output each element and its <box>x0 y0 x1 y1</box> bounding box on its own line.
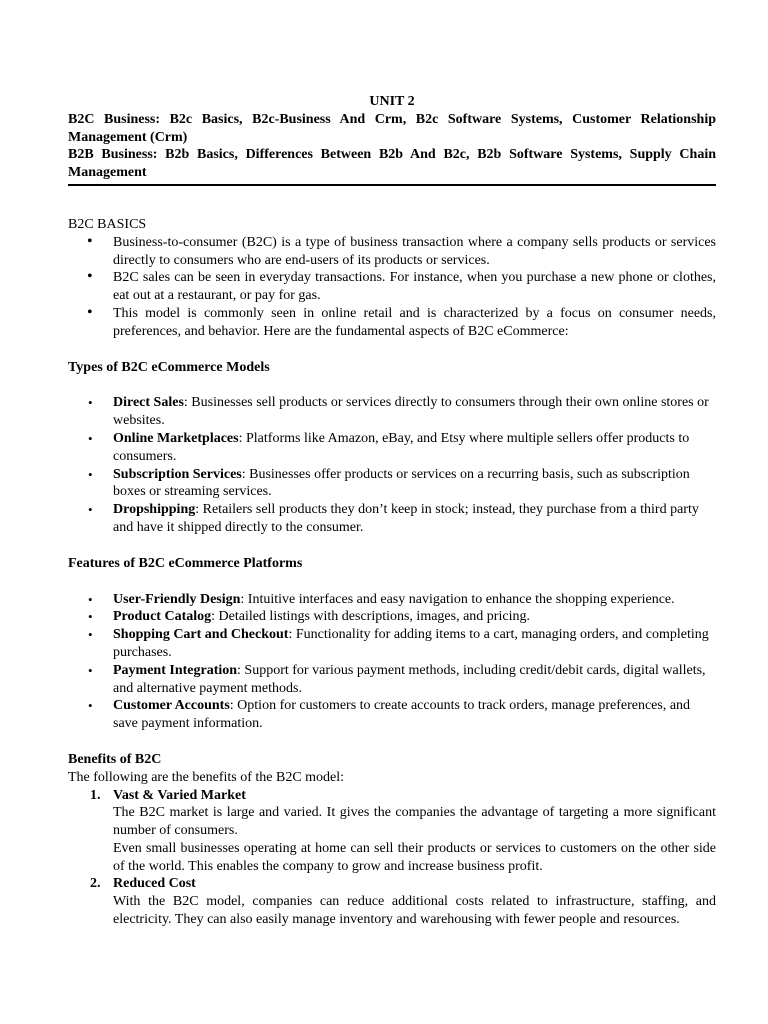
benefits-heading: Benefits of B2C <box>68 751 162 767</box>
list-item <box>68 466 716 502</box>
list-item: • B2C sales can be seen in everyday transactions. For instance, when you purchase a new phone or clothes, eat out at a restaurant, or pay for gas. <box>68 269 716 305</box>
list-item-text: : Intuitive interfaces and easy navigation to enhance the shopping experience. <box>240 591 675 607</box>
list-item-number: 2. <box>90 876 101 892</box>
benefits-intro: The following are the benefits of the B2C model: <box>68 769 345 785</box>
list-item-term: Online Marketplaces <box>113 430 239 446</box>
features-list <box>68 591 716 733</box>
list-item <box>68 875 716 928</box>
list-item-number: 1. <box>90 787 101 803</box>
list-item <box>68 697 716 733</box>
types-heading: Types of B2C eCommerce Models <box>68 359 270 375</box>
list-item <box>68 662 716 698</box>
document-page <box>68 93 716 929</box>
header-divider <box>68 184 716 186</box>
list-item-term: Direct Sales <box>113 395 184 411</box>
list-item-term: Payment Integration <box>113 662 238 678</box>
benefits-list <box>68 787 716 929</box>
features-heading: Features of B2C eCommerce Platforms <box>68 555 303 571</box>
list-item-text: : Platforms like Amazon, eBay, and Etsy where multiple sellers offer products to consumers. <box>113 430 690 464</box>
types-list <box>68 394 716 536</box>
b2b-topics-heading: B2B Business: B2b Basics, Differences Between B2b And B2c, B2b Software Systems, Supply Chain Management <box>68 147 716 181</box>
list-item <box>68 501 716 537</box>
unit-title: UNIT 2 <box>369 94 415 109</box>
list-item-term: Customer Accounts <box>113 698 230 714</box>
list-item-text: : Option for customers to create accounts to track orders, manage preferences, and save payment information. <box>113 698 691 732</box>
list-item <box>68 608 716 626</box>
list-item-term: Subscription Services <box>113 466 242 482</box>
benefit-paragraph: The B2C market is large and varied. It gives the companies the advantage of targeting a more significant number of consumers. <box>113 805 716 839</box>
list-item-text: : Businesses offer products or services on a recurring basis, such as subscription boxes or streaming services. <box>113 466 690 500</box>
benefit-title: Reduced Cost <box>113 876 196 892</box>
benefit-title: Vast & Varied Market <box>113 787 246 803</box>
b2c-basics-list <box>68 234 716 341</box>
list-item-text: : Detailed listings with descriptions, images, and pricing. <box>211 609 530 625</box>
benefit-paragraph: With the B2C model, companies can reduce additional costs related to infrastructure, staffing, and electricity. They can also easily manage inventory and warehousing with fewer people and resources. <box>113 894 716 928</box>
list-item-term: Shopping Cart and Checkout <box>113 627 289 643</box>
list-item <box>68 394 716 430</box>
b2c-topics-heading: B2C Business: B2c Basics, B2c-Business And Crm, B2c Software Systems, Customer Relationship Management (Crm) <box>68 111 716 145</box>
list-item-text: : Retailers sell products they don’t keep in stock; instead, they purchase from a third party and have it shipped directly to the consumer. <box>113 502 699 535</box>
list-item <box>68 787 716 876</box>
list-item: • This model is commonly seen in online retail and is characterized by a focus on consumer needs, preferences, and behavior. Here are the fundamental aspects of B2C eCommerce: <box>68 305 716 341</box>
list-item-text: : Support for various payment methods, including credit/debit cards, digital wallets, and alternative payment methods. <box>113 662 706 696</box>
list-item <box>68 626 716 662</box>
benefit-paragraph: Even small businesses operating at home can sell their products or services to customers on the other side of the world. This enables the company to grow and increase business profit. <box>113 840 716 874</box>
list-item-text: : Businesses sell products or services directly to consumers through their own online stores or websites. <box>113 395 709 429</box>
list-item <box>68 430 716 466</box>
list-item <box>68 591 716 609</box>
list-item: • Business-to-consumer (B2C) is a type of business transaction where a company sells products or services directly to consumers who are end-users of its products or services. <box>68 234 716 270</box>
list-item-text: : Functionality for adding items to a cart, managing orders, and completing purchases. <box>113 627 709 660</box>
b2c-basics-heading: B2C BASICS <box>68 216 147 232</box>
list-item-term: Dropshipping <box>113 502 196 518</box>
list-item-term: User-Friendly Design <box>113 591 241 607</box>
list-item-term: Product Catalog <box>113 609 212 625</box>
